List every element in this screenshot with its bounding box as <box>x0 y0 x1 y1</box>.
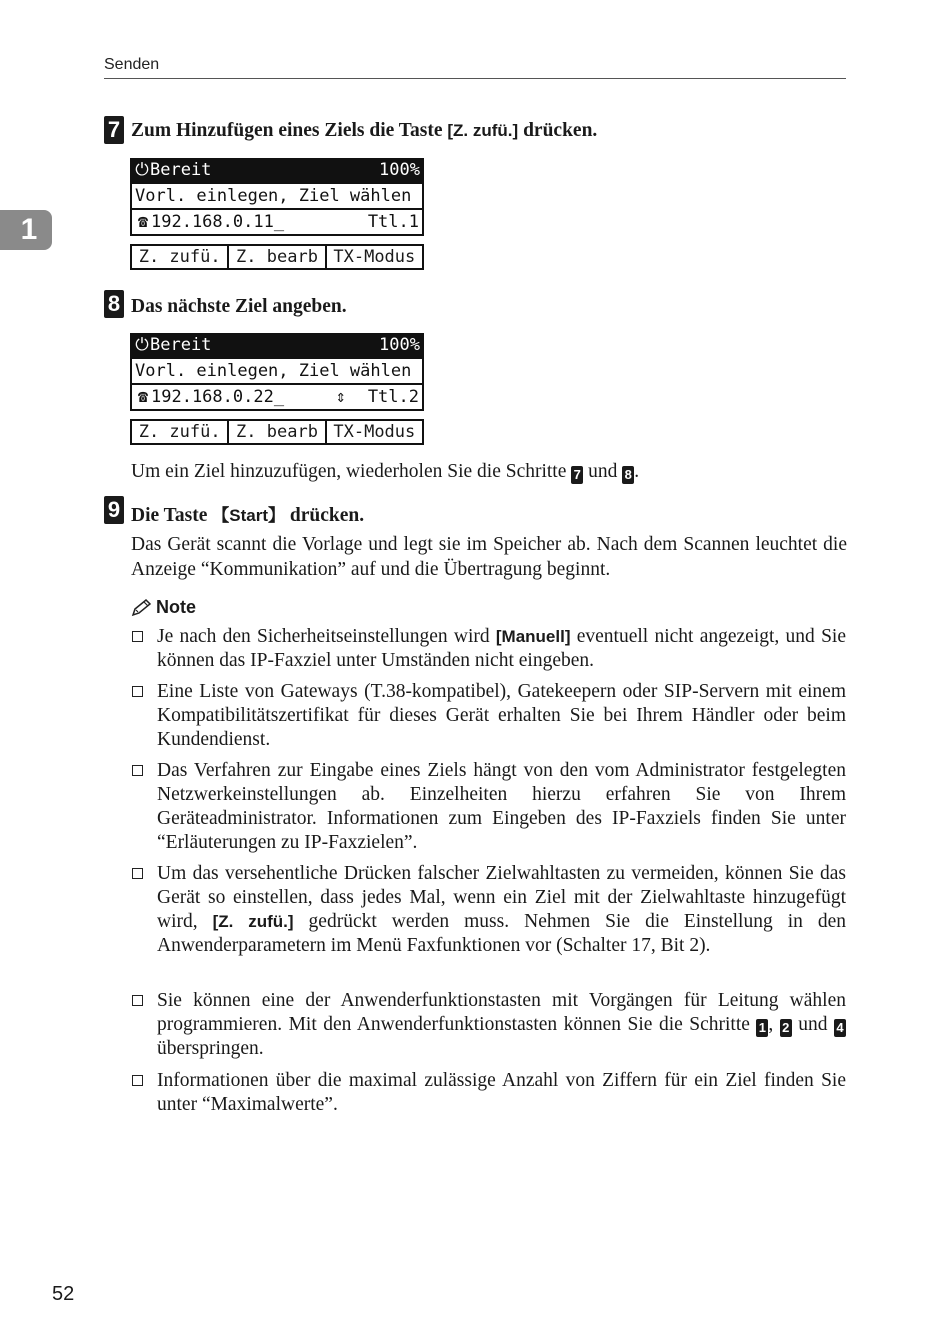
note-item: Sie können eine der Anwenderfunktionstasten mit Vorgängen für Leitung wählen programmieren. Mit den Anwenderfunktionstasten können Sie die Schritte 1 , 2 und 4 überspringen. <box>130 989 846 1061</box>
key-label: [Z. zufü.] <box>212 912 294 931</box>
checkbox-bullet-icon <box>132 765 143 776</box>
step-title: Das nächste Ziel angeben. <box>131 296 347 317</box>
step-number: 9 <box>104 496 124 524</box>
checkbox-bullet-icon <box>132 995 143 1006</box>
step-9-description: Das Gerät scannt die Vorlage und legt sie im Speicher ab. Nach dem Scannen leuchtet die Anzeige “Kommunikation” auf und die Übertragung beginnt. <box>131 534 847 580</box>
lcd-status-bar: ⏻Bereit 100% <box>130 333 424 357</box>
scroll-arrows-icon: ⇕ <box>335 387 346 407</box>
softkey-tx-mode[interactable]: TX-Modus <box>325 419 424 445</box>
note-item: Um das versehentliche Drücken falscher Zielwahltasten zu vermeiden, können Sie das Gerät so einstellen, dass jedes Mal, wenn ein Ziel mit der Zielwahltaste hinzugefügt wird, [Z. zufü.] gedrückt werden muss. Nehmen Sie die Einstellung in den Anwenderparametern im Menü Faxfunktionen vor (Schalter 17, Bit 2). <box>130 862 846 958</box>
page-number: 52 <box>52 1283 75 1305</box>
key-label: [Manuell] <box>495 627 571 646</box>
key-label: 【Start】 <box>212 506 285 525</box>
power-icon: ⏻ <box>135 160 149 180</box>
step-ref: 1 <box>756 1019 768 1037</box>
chapter-tab: 1 <box>0 210 52 250</box>
running-header: Senden <box>104 56 160 73</box>
softkey-add-destination[interactable]: Z. zufü. <box>130 244 229 270</box>
step-ref: 4 <box>834 1019 846 1037</box>
checkbox-bullet-icon <box>132 868 143 879</box>
softkey-tx-mode[interactable]: TX-Modus <box>325 244 424 270</box>
lcd-softkeys <box>130 244 424 270</box>
checkbox-bullet-icon <box>132 1075 143 1086</box>
fax-icon: ☎ <box>137 212 149 232</box>
step-title: Die Taste 【Start】 drücken. <box>131 505 365 526</box>
lcd-address-line: ☎ 192.168.0.11_ Ttl.1 <box>130 210 424 236</box>
step-ref: 7 <box>571 466 583 484</box>
lcd-message-line: Vorl. einlegen, Ziel wählen <box>130 357 424 385</box>
checkbox-bullet-icon <box>132 686 143 697</box>
step-ref: 2 <box>780 1019 792 1037</box>
step-number: 8 <box>104 290 124 318</box>
lcd-message-line: Vorl. einlegen, Ziel wählen <box>130 182 424 210</box>
lcd-status-bar: ⏻Bereit 100% <box>130 158 424 182</box>
lcd-softkeys <box>130 419 424 445</box>
lcd-display <box>130 158 424 270</box>
note-item: Je nach den Sicherheitseinstellungen wird [Manuell] eventuell nicht angezeigt, und Sie können das IP-Faxziel unter Umständen nicht eingeben. <box>130 625 846 673</box>
key-label: [Z. zufü.] <box>447 121 519 140</box>
note-item: Eine Liste von Gateways (T.38-kompatibel), Gatekeepern oder SIP-Servern mit einem Kompatibilitätszertifikat für dieses Gerät erhalten Sie bei Ihrem Händler oder beim Kundendienst. <box>130 680 846 752</box>
header-rule <box>104 78 846 79</box>
step-number: 7 <box>104 116 124 144</box>
pencil-icon <box>130 598 152 618</box>
note-item: Informationen über die maximal zulässige Anzahl von Ziffern für ein Ziel finden Sie unter “Maximalwerte”. <box>130 1069 846 1117</box>
note-heading: Note <box>130 597 196 618</box>
checkbox-bullet-icon <box>132 631 143 642</box>
lcd-address-line: ☎ 192.168.0.22_ ⇕ Ttl.2 <box>130 385 424 411</box>
step-title: Zum Hinzufügen eines Ziels die Taste [Z. zufü.] drücken. <box>131 120 598 141</box>
lcd-display <box>130 333 424 445</box>
softkey-add-destination[interactable]: Z. zufü. <box>130 419 229 445</box>
softkey-edit-destination[interactable]: Z. bearb <box>227 244 326 270</box>
step-8-description: Um ein Ziel hinzuzufügen, wiederholen Sie die Schritte 7 und 8 . <box>131 461 640 482</box>
power-icon: ⏻ <box>135 335 149 355</box>
step-ref: 8 <box>622 466 634 484</box>
note-item: Das Verfahren zur Eingabe eines Ziels hängt von den vom Administrator festgelegten Netzwerkeinstellungen ab. Einzelheiten hierzu erfahren Sie von Ihrem Geräteadministrator. Informationen zum Eingeben des IP-Faxziels finden Sie unter “Erläuterungen zu IP-Faxzielen”. <box>130 759 846 855</box>
softkey-edit-destination[interactable]: Z. bearb <box>227 419 326 445</box>
fax-icon: ☎ <box>137 387 149 407</box>
